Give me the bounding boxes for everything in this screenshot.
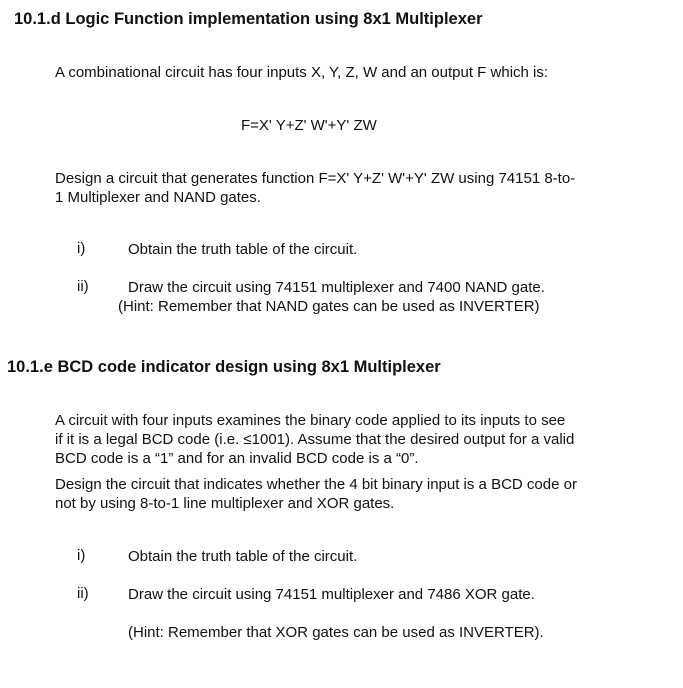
section-e-heading: 10.1.e BCD code indicator design using 8x1 Multiplexer — [7, 358, 441, 376]
section-d-heading: 10.1.d Logic Function implementation using 8x1 Multiplexer — [14, 10, 483, 28]
section-e-item-2-number: ii) — [77, 585, 89, 602]
section-d-equation: F=X' Y+Z' W'+Y' ZW — [241, 117, 377, 134]
section-d-item-1-text: Obtain the truth table of the circuit. — [128, 241, 358, 258]
section-e-para1-line-1: A circuit with four inputs examines the binary code applied to its inputs to see — [55, 412, 566, 429]
section-d-design-line-1: Design a circuit that generates function F=X' Y+Z' W'+Y' ZW using 74151 8-to- — [55, 170, 576, 187]
section-e-item-1-number: i) — [77, 547, 86, 564]
section-d-item-2-number: ii) — [77, 278, 89, 295]
section-d-item-1-number: i) — [77, 240, 86, 257]
section-e-para1-line-3: BCD code is a “1” and for an invalid BCD code is a “0”. — [55, 450, 419, 467]
section-e-item-2-text: Draw the circuit using 74151 multiplexer and 7486 XOR gate. — [128, 586, 535, 603]
section-d-design-line-2: 1 Multiplexer and NAND gates. — [55, 189, 261, 206]
section-d-hint: (Hint: Remember that NAND gates can be used as INVERTER) — [118, 298, 540, 315]
section-e-hint: (Hint: Remember that XOR gates can be used as INVERTER). — [128, 624, 544, 641]
section-d-item-2-text: Draw the circuit using 74151 multiplexer and 7400 NAND gate. — [128, 279, 545, 296]
section-e-para2-line-1: Design the circuit that indicates whether the 4 bit binary input is a BCD code or — [55, 476, 577, 493]
section-d-intro: A combinational circuit has four inputs X, Y, Z, W and an output F which is: — [55, 64, 549, 81]
section-e-para1-line-2: if it is a legal BCD code (i.e. ≤1001). Assume that the desired output for a valid — [55, 431, 575, 448]
section-e-item-1-text: Obtain the truth table of the circuit. — [128, 548, 358, 565]
section-e-para2-line-2: not by using 8-to-1 line multiplexer and XOR gates. — [55, 495, 395, 512]
